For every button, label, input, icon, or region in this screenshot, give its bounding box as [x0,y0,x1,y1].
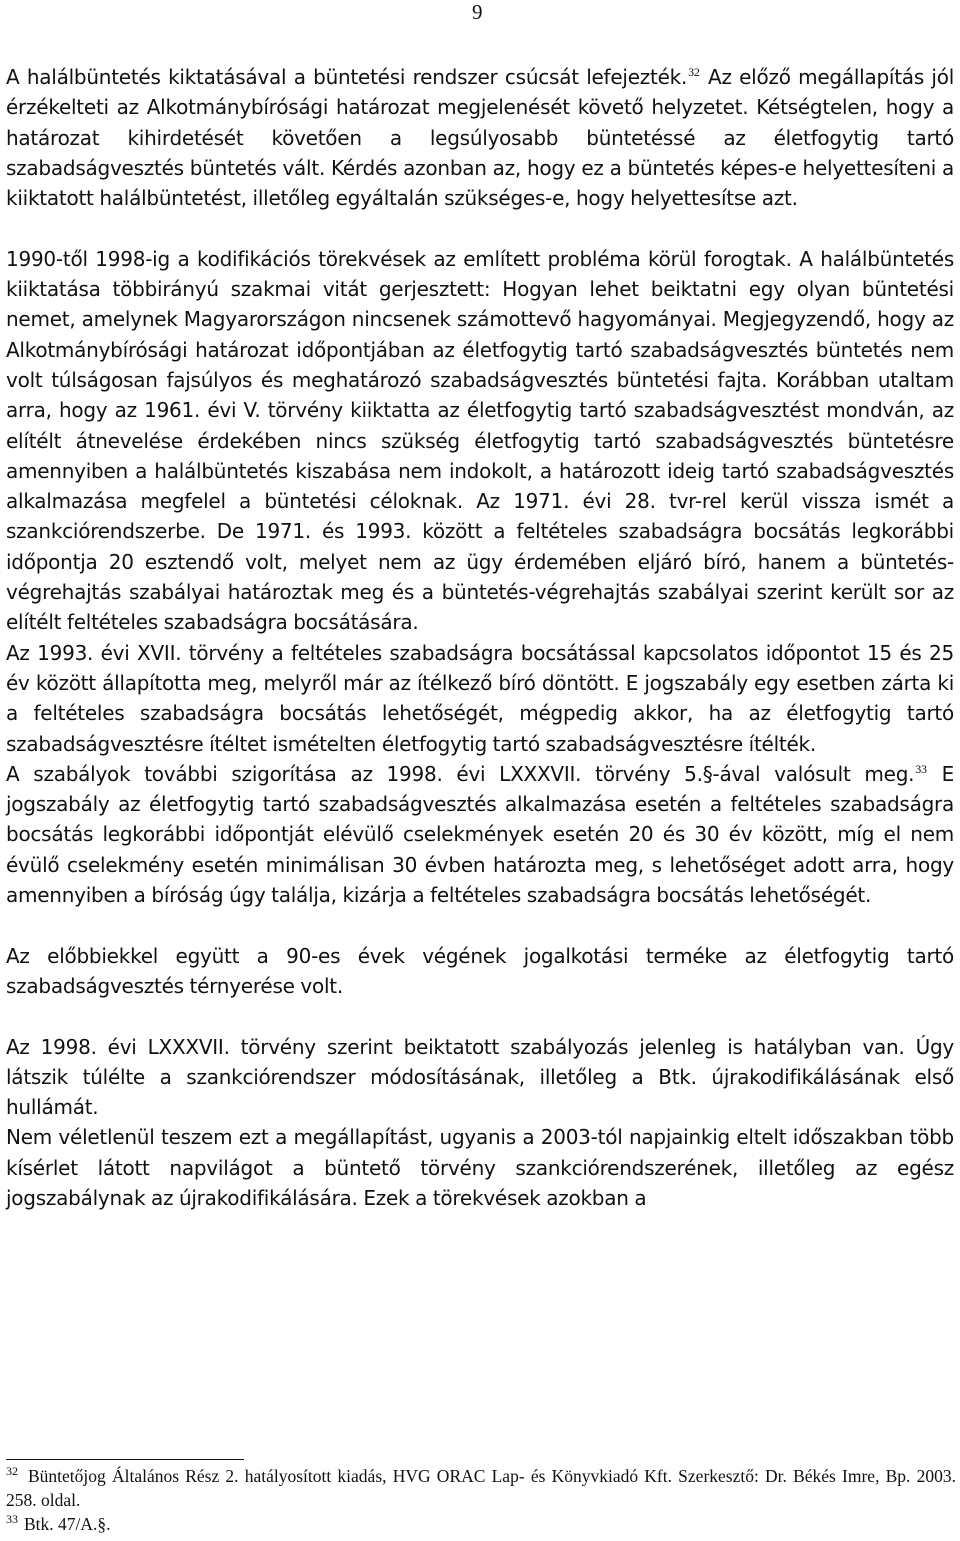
paragraph-3: Az 1993. évi XVII. törvény a feltételes szabadságra bocsátással kapcsolatos időpontot 15 és 25 év között állapította meg, melyről már az ítélkező bíró döntött. E jogszabály egy esetben zárta ki a feltételes szabadságra bocsátás lehetőségét, mégpedig akkor, ha az életfogytig tartó szabadságvesztésre ítéltet ismételten életfogytig tartó szabadságvesztésre ítélték. [6,640,954,756]
footnote-ref-33[interactable]: 33 [915,761,927,776]
footnote-text: Büntetőjog Általános Rész 2. hatályosított kiadás, HVG ORAC Lap- és Könyvkiadó Kft. Szerkesztő: Dr. Békés Imre, Bp. 2003. 258. oldal. [6,1466,956,1510]
paragraph-7: Nem véletlenül teszem ezt a megállapítást, ugyanis a 2003-tól napjainkig eltelt időszakban több kísérlet látott napvilágot a büntető törvény szankciórendszerének, illetőleg az egész jogszabálynak az újrakodifikálására. Ezek a törekvések azokban a [6,1125,954,1210]
main-text [6,62,954,1213]
paragraph-2: 1990-től 1998-ig a kodifikációs törekvések az említett probléma körül forogtak. A halálbüntetés kiiktatása többirányú szakmai vitát gerjesztett: Hogyan lehet beiktatni egy olyan büntetési nemet, amelynek Magyarországon nincsenek számottevő hagyományai. Megjegyzendő, hogy az Alkotmánybírósági határozat időpontjában az életfogytig tartó szabadságvesztés büntetés nem volt túlságosan fajsúlyos és meghatározó szabadságvesztés büntetési fajta. Korábban utaltam arra, hogy az 1961. évi V. törvény kiiktatta az életfogytig tartó szabadságvesztést mondván, az elítélt átnevelése érdekében nincs szükség életfogytig tartó szabadságvesztés büntetésre amennyiben a halálbüntetés kiszabása nem indokolt, a határozott ideig tartó szabadságvesztés alkalmazása megfelel a büntetési céloknak. Az 1971. évi 28. tvr-rel kerül vissza ismét a szankciórendszerbe. De 1971. és 1993. között a feltételes szabadságra bocsátás legkorábbi időpontja 20 esztendő volt, melyet nem az ügy érdemében eljáró bíró, hanem a büntetés-végrehajtás szabályai határoztak meg és a büntetés-végrehajtás szabályai szerint került sor az elítélt feltételes szabadságra bocsátására. [6,246,954,635]
paragraph-1 [6,62,954,213]
paragraph-1-text-b: Az előző megállapítás jól érzékelteti az Alkotmánybírósági határozat megjelenését követő helyzetet. Kétségtelen, hogy a határozat kihirdetését követően a legsúlyosabb büntetéssé az életfogytig tartó szabadságvesztés büntetés vált. Kérdés azonban az, hogy ez a büntetés képes-e helyettesíteni a kiiktatott halálbüntetést, illetőleg egyáltalán szükséges-e, hogy helyettesítse azt. [6,65,954,211]
paragraph-gap [6,1001,954,1031]
paragraph-gap [6,910,954,940]
footnote-32 [6,1464,956,1512]
footnote-33 [6,1512,956,1536]
footnote-number: 33 [6,1512,18,1526]
paragraph-4-text-a: A szabályok további szigorítása az 1998. évi LXXXVII. törvény 5.§-ával valósult meg. [6,761,915,786]
paragraph-6: Az 1998. évi LXXXVII. törvény szerint beiktatott szabályozás jelenleg is hatályban van. Úgy látszik túlélte a szankciórendszer módosításának, illetőleg a Btk. újrakodifikálásának első hullámát. [6,1034,954,1120]
page-number: 9 [472,0,483,24]
paragraph-5: Az előbbiekkel együtt a 90-es évek végének jogalkotási terméke az életfogytig tartó szabadságvesztés térnyerése volt. [6,943,954,998]
paragraph-4-text-b: E jogszabály az életfogytig tartó szabadságvesztés alkalmazása esetén a feltételes szabadságra bocsátás legkorábbi időpontját elévülő cselekmények esetén 20 és 30 év között, míg el nem évülő cselekmény esetén minimálisan 30 évben határozta meg, s lehetőséget adott arra, hogy amennyiben a bíróság úgy találja, kizárja a feltételes szabadságra bocsátás lehetőségét. [6,761,954,908]
footnotes [6,1464,956,1536]
footnote-text: Btk. 47/A.§. [24,1514,111,1534]
footnote-separator [6,1459,244,1460]
paragraph-1-text-a: A halálbüntetés kiktatásával a büntetési rendszer csúcsát lefejezték. [6,65,688,89]
paragraph-gap [6,213,954,243]
footnote-ref-32[interactable]: 32 [688,65,700,79]
footnote-number: 32 [6,1464,18,1478]
paragraph-4 [6,759,954,910]
